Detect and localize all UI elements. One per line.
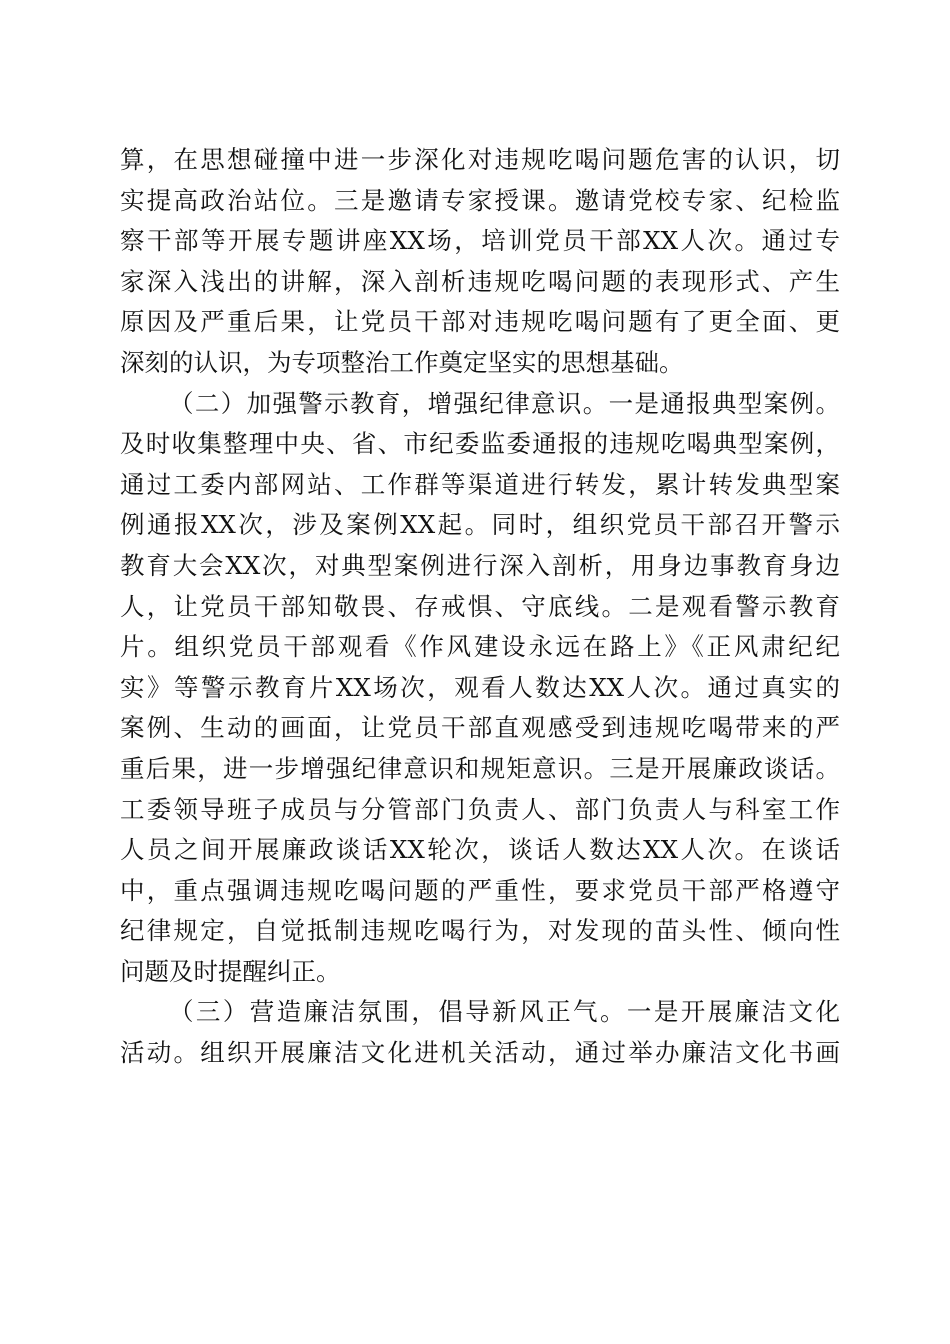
- text-line: 活动。组织开展廉洁文化进机关活动，通过举办廉洁文化书画: [120, 1038, 840, 1068]
- text-line: 及时收集整理中央、省、市纪委监委通报的违规吃喝典型案例，: [120, 429, 840, 459]
- text-line: 片。组织党员干部观看《作风建设永远在路上》《正风肃纪纪: [120, 632, 840, 662]
- text-line: 家深入浅出的讲解，深入剖析违规吃喝问题的表现形式、产生: [120, 266, 840, 296]
- text-line: 中，重点强调违规吃喝问题的严重性，要求党员干部严格遵守: [120, 875, 840, 905]
- text-line: 问题及时提醒纠正。: [120, 956, 341, 986]
- text-line: 例通报XX次，涉及案例XX起。同时，组织党员干部召开警示: [120, 510, 840, 540]
- text-line: 案例、生动的画面，让党员干部直观感受到违规吃喝带来的严: [120, 713, 840, 743]
- text-line: 通过工委内部网站、工作群等渠道进行转发，累计转发典型案: [120, 469, 840, 499]
- text-line: 人，让党员干部知敬畏、存戒惧、守底线。二是观看警示教育: [120, 591, 840, 621]
- text-line: 人员之间开展廉政谈话XX轮次，谈话人数达XX人次。在谈话: [120, 835, 840, 865]
- text-line: 深刻的认识，为专项整治工作奠定坚实的思想基础。: [120, 347, 684, 377]
- text-line: 实》等警示教育片XX场次，观看人数达XX人次。通过真实的: [120, 672, 840, 702]
- text-line: 算，在思想碰撞中进一步深化对违规吃喝问题危害的认识，切: [120, 145, 840, 174]
- text-line: 重后果，进一步增强纪律意识和规矩意识。三是开展廉政谈话。: [120, 753, 840, 783]
- text-line: 工委领导班子成员与分管部门负责人、部门负责人与科室工作: [120, 794, 840, 824]
- section-heading-line: （三）营造廉洁氛围，倡导新风正气。一是开展廉洁文化: [169, 997, 840, 1027]
- text-line: 实提高政治站位。三是邀请专家授课。邀请党校专家、纪检监: [120, 185, 840, 215]
- text-line: 察干部等开展专题讲座XX场，培训党员干部XX人次。通过专: [120, 226, 840, 256]
- section-heading-line: （二）加强警示教育，增强纪律意识。一是通报典型案例。: [169, 388, 840, 418]
- text-line: 纪律规定，自觉抵制违规吃喝行为，对发现的苗头性、倾向性: [120, 916, 840, 946]
- text-line: 原因及严重后果，让党员干部对违规吃喝问题有了更全面、更: [120, 307, 840, 337]
- text-line: 教育大会XX次，对典型案例进行深入剖析，用身边事教育身边: [120, 550, 840, 580]
- body-text: [120, 140, 840, 1074]
